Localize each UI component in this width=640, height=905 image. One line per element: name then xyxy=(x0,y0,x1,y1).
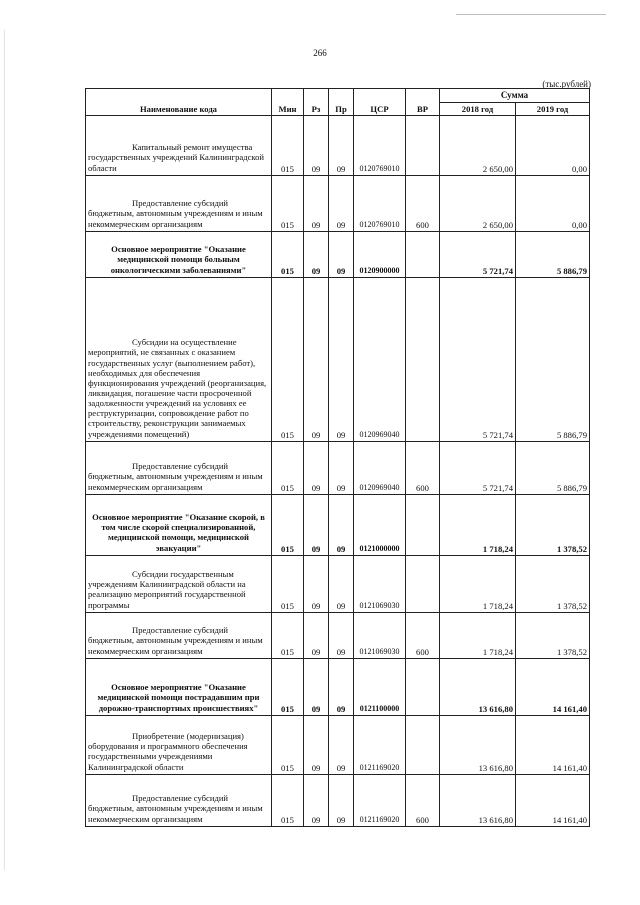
table-row xyxy=(86,441,590,494)
row-sum-2018: 13 616,80 xyxy=(440,715,516,774)
scan-artifact-top xyxy=(456,14,606,15)
row-vr xyxy=(406,494,440,555)
row-pr: 09 xyxy=(329,175,354,231)
row-min: 015 xyxy=(272,441,304,494)
row-min: 015 xyxy=(272,115,304,175)
row-sum-2019: 14 161,40 xyxy=(516,658,590,715)
header-sum: Сумма xyxy=(440,89,590,103)
row-name: Предоставление субсидий бюджетным, автономным учреждениям и иным некоммерческим организациям xyxy=(88,461,263,492)
row-vr: 600 xyxy=(406,612,440,658)
row-pr: 09 xyxy=(329,658,354,715)
row-min: 015 xyxy=(272,277,304,441)
row-sum-2018: 1 718,24 xyxy=(440,612,516,658)
table-row xyxy=(86,555,590,612)
row-sum-2018: 5 721,74 xyxy=(440,231,516,277)
row-sum-2019: 1 378,52 xyxy=(516,555,590,612)
row-min: 015 xyxy=(272,612,304,658)
header-name: Наименование кода xyxy=(86,89,272,116)
row-sum-2019: 14 161,40 xyxy=(516,715,590,774)
row-pr: 09 xyxy=(329,441,354,494)
row-min: 015 xyxy=(272,494,304,555)
row-csr: 0121000000 xyxy=(354,494,406,555)
row-sum-2018: 1 718,24 xyxy=(440,494,516,555)
row-min: 015 xyxy=(272,555,304,612)
row-csr: 0120900000 xyxy=(354,231,406,277)
row-pr: 09 xyxy=(329,715,354,774)
row-rz: 09 xyxy=(304,612,329,658)
row-name: Предоставление субсидий бюджетным, автономным учреждениям и иным некоммерческим организациям xyxy=(88,198,263,229)
header-2018: 2018 год xyxy=(440,102,516,115)
row-csr: 0120769010 xyxy=(354,175,406,231)
row-vr: 600 xyxy=(406,774,440,826)
row-csr: 0120969040 xyxy=(354,277,406,441)
row-sum-2019: 14 161,40 xyxy=(516,774,590,826)
header-min: Мин xyxy=(272,89,304,116)
row-sum-2019: 1 378,52 xyxy=(516,494,590,555)
row-pr: 09 xyxy=(329,231,354,277)
row-sum-2019: 0,00 xyxy=(516,175,590,231)
row-rz: 09 xyxy=(304,774,329,826)
row-pr: 09 xyxy=(329,555,354,612)
row-name: Предоставление субсидий бюджетным, автономным учреждениям и иным некоммерческим организациям xyxy=(88,793,263,824)
row-name: Предоставление субсидий бюджетным, автономным учреждениям и иным некоммерческим организациям xyxy=(88,625,263,656)
row-sum-2018: 2 650,00 xyxy=(440,115,516,175)
row-pr: 09 xyxy=(329,494,354,555)
table-row xyxy=(86,175,590,231)
row-vr: 600 xyxy=(406,441,440,494)
page-number: 266 xyxy=(313,48,327,58)
row-sum-2018: 2 650,00 xyxy=(440,175,516,231)
row-csr: 0121169020 xyxy=(354,774,406,826)
budget-table xyxy=(85,88,590,827)
scan-artifact-left xyxy=(4,30,5,870)
row-sum-2018: 1 718,24 xyxy=(440,555,516,612)
row-vr xyxy=(406,231,440,277)
table-row xyxy=(86,231,590,277)
row-pr: 09 xyxy=(329,277,354,441)
row-csr: 0121069030 xyxy=(354,555,406,612)
row-rz: 09 xyxy=(304,175,329,231)
row-rz: 09 xyxy=(304,441,329,494)
row-rz: 09 xyxy=(304,277,329,441)
row-name: Субсидии государственным учреждениям Калининградской области на реализацию мероприятий государственной программы xyxy=(88,569,246,610)
row-sum-2019: 5 886,79 xyxy=(516,277,590,441)
row-name: Капитальный ремонт имущества государственных учреждений Калининградской области xyxy=(88,142,265,173)
header-vr: ВР xyxy=(406,89,440,116)
row-vr: 600 xyxy=(406,175,440,231)
units-label: (тыс.рублей) xyxy=(542,79,591,89)
row-csr: 0121069030 xyxy=(354,612,406,658)
header-csr: ЦСР xyxy=(354,89,406,116)
row-sum-2019: 1 378,52 xyxy=(516,612,590,658)
row-sum-2018: 13 616,80 xyxy=(440,774,516,826)
row-name: Основное мероприятие "Оказание медицинской помощи больным онкологическими заболеваниями" xyxy=(86,231,272,277)
table-row xyxy=(86,715,590,774)
row-vr xyxy=(406,277,440,441)
row-sum-2018: 13 616,80 xyxy=(440,658,516,715)
row-sum-2019: 0,00 xyxy=(516,115,590,175)
row-pr: 09 xyxy=(329,774,354,826)
row-rz: 09 xyxy=(304,658,329,715)
row-name: Субсидии на осуществление мероприятий, не связанных с оказанием государственных услуг (выполнением работ), необходимых для обеспечения функционирования учреждений (реорганизация, ликвидация, погашение части просроченной задолженности учреждений на условиях ее реструктуризации, сопровождение работ по строительству, реконструкции занимаемых учреждениями помещений) xyxy=(88,337,267,439)
row-vr xyxy=(406,715,440,774)
row-csr: 0120969040 xyxy=(354,441,406,494)
row-name: Приобретение (модернизация) оборудования и программного обеспечения государственными учреждениями Калининградской области xyxy=(88,731,248,772)
table-row xyxy=(86,494,590,555)
table-row xyxy=(86,774,590,826)
header-2019: 2019 год xyxy=(516,102,590,115)
row-sum-2019: 5 886,79 xyxy=(516,231,590,277)
row-name: Основное мероприятие "Оказание скорой, в том числе скорой специализированной, медицинской помощи, медицинской эвакуации" xyxy=(86,494,272,555)
row-vr xyxy=(406,555,440,612)
row-vr xyxy=(406,658,440,715)
table-row xyxy=(86,612,590,658)
header-pr: Пр xyxy=(329,89,354,116)
row-min: 015 xyxy=(272,658,304,715)
row-min: 015 xyxy=(272,774,304,826)
row-sum-2018: 5 721,74 xyxy=(440,277,516,441)
row-rz: 09 xyxy=(304,494,329,555)
row-csr: 0121169020 xyxy=(354,715,406,774)
row-sum-2018: 5 721,74 xyxy=(440,441,516,494)
table-row xyxy=(86,658,590,715)
table-row xyxy=(86,277,590,441)
row-pr: 09 xyxy=(329,115,354,175)
row-rz: 09 xyxy=(304,715,329,774)
row-pr: 09 xyxy=(329,612,354,658)
header-rz: Рз xyxy=(304,89,329,116)
row-min: 015 xyxy=(272,175,304,231)
row-name: Основное мероприятие "Оказание медицинской помощи пострадавшим при дорожно-транспортных происшествиях" xyxy=(86,658,272,715)
row-min: 015 xyxy=(272,231,304,277)
row-csr: 0120769010 xyxy=(354,115,406,175)
row-rz: 09 xyxy=(304,231,329,277)
row-csr: 0121100000 xyxy=(354,658,406,715)
row-min: 015 xyxy=(272,715,304,774)
row-rz: 09 xyxy=(304,115,329,175)
row-rz: 09 xyxy=(304,555,329,612)
row-sum-2019: 5 886,79 xyxy=(516,441,590,494)
table-row xyxy=(86,115,590,175)
row-vr xyxy=(406,115,440,175)
